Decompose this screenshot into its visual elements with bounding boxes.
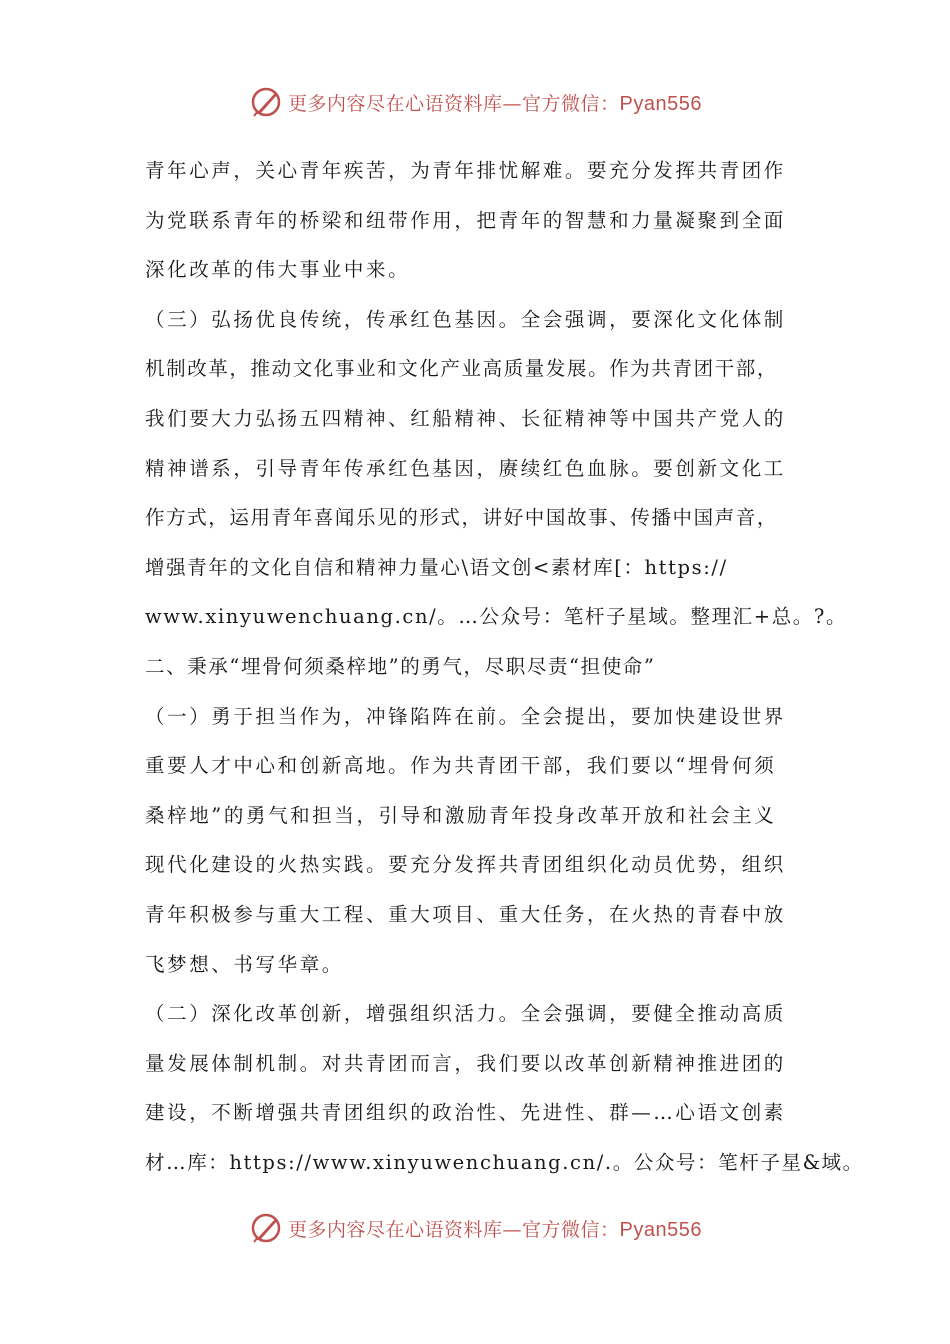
- header-banner: [0, 82, 950, 122]
- text-line: 量发展体制机制。对共青团而言，我们要以改革创新精神推进团的: [145, 1051, 786, 1075]
- text-line: 建设，不断增强共青团组织的政治性、先进性、群—…心语文创素: [145, 1101, 786, 1125]
- section-heading: （一）勇于担当作为，冲锋陷阵在前。全会提出，要加快建设世界: [145, 704, 786, 728]
- wechat-id: Pyan556: [619, 1218, 702, 1241]
- text-line: 作方式，运用青年喜闻乐见的形式，讲好中国故事、传播中国声音，: [145, 506, 779, 530]
- text-line: 桑梓地”的勇气和担当，引导和激励青年投身改革开放和社会主义: [145, 803, 777, 827]
- text-line-with-link: 材…库：https://www.xinyuwenchuang.cn/.。公众号：笔杆子星&域。: [145, 1150, 864, 1174]
- text-line: 重要人才中心和创新高地。作为共青团干部，我们要以“埋骨何须: [145, 754, 777, 778]
- section-heading: （三）弘扬优良传统，传承红色基因。全会强调，要深化文化体制: [145, 307, 786, 331]
- quill-logo-icon: [248, 84, 284, 120]
- text-line: 我们要大力弘扬五四精神、红船精神、长征精神等中国共产党人的: [145, 406, 786, 430]
- text-line: 深化改革的伟大事业中来。: [145, 258, 411, 282]
- text-line: 青年积极参与重大工程、重大项目、重大任务，在火热的青春中放: [145, 902, 786, 926]
- text-line: 为党联系青年的桥梁和纽带作用，把青年的智慧和力量凝聚到全面: [145, 208, 786, 232]
- text-line: 精神谱系，引导青年传承红色基因，赓续红色血脉。要创新文化工: [145, 456, 786, 480]
- banner-text: 更多内容尽在心语资料库—官方微信：Pyan556: [288, 92, 702, 115]
- quill-logo-icon: [248, 1210, 284, 1246]
- text-line: 现代化建设的火热实践。要充分发挥共青团组织化动员优势，组织: [145, 853, 786, 877]
- text-line: 飞梦想、书写华章。: [145, 952, 344, 976]
- document-body: [145, 146, 864, 1187]
- chapter-heading: 二、秉承“埋骨何须桑梓地”的勇气，尽职尽责“担使命”: [145, 654, 656, 678]
- text-line-with-link: 增强青年的文化自信和精神力量心\语文创<素材库[：https://: [145, 555, 728, 579]
- section-heading: （二）深化改革创新，增强组织活力。全会强调，要健全推动高质: [145, 1002, 786, 1026]
- text-line-with-link: www.xinyuwenchuang.cn/。…公众号：笔杆子星域。整理汇+总。?。: [145, 605, 848, 629]
- text-line: 机制改革，推动文化事业和文化产业高质量发展。作为共青团干部，: [145, 357, 779, 381]
- footer-banner: [0, 1208, 950, 1248]
- text-line: 青年心声，关心青年疾苦，为青年排忧解难。要充分发挥共青团作: [145, 159, 786, 182]
- wechat-id: Pyan556: [619, 92, 702, 115]
- banner-text: 更多内容尽在心语资料库—官方微信：Pyan556: [288, 1218, 702, 1241]
